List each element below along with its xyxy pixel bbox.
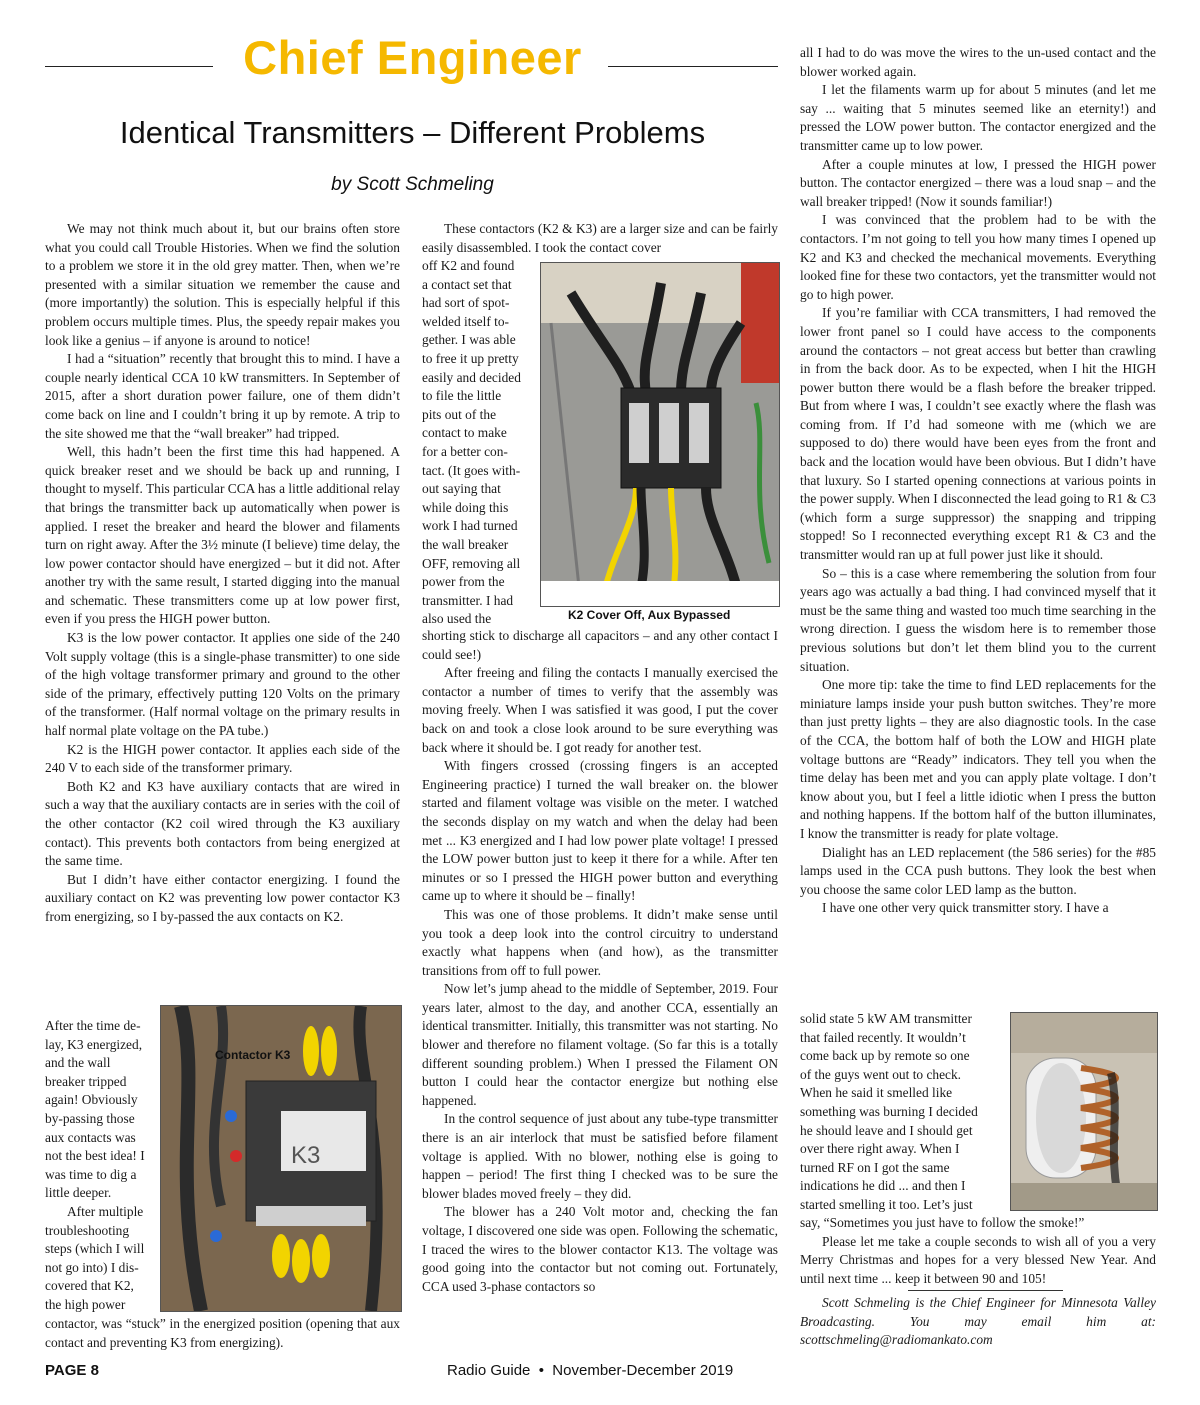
paragraph: One more tip: take the time to find LED replacements for the miniature lamps inside your push button switches. They’re more than just pretty lights – they are also diagnostic tools. In the case of the CCA, the bottom half of both the LOW and HIGH plate voltage buttons are “Ready” indicators. They tell you when the time delay has been met and you can apply plate voltage. I don’t know about you, but I feel a little idiotic when I press the button and nothing happens. If the bottom half of the button illuminates, I know the transmitter is ready for plate voltage. (800, 677, 1156, 841)
paragraph: Well, this hadn’t been the first time this had happened. A quick breaker reset and we should be back up and running, I thought to myself. This particular CCA has a little additional relay that brings the transmitter back up automatically when power is applied. I reset the breaker and heard the blower and filaments turn on right away. After the 3½ minute (I believe) time delay, the low power contactor should have energized – but it did not. After another try with the same result, I started digging into the manual and schematic. These transmitters come up at low power first, even if you press the HIGH power button. (45, 444, 400, 627)
paragraph: I was convinced that the problem had to be with the contactors. I’m not going to tell you how many times I opened up K2 and K3 and checked the mechanical movements. Everything looked fine for these two contactors, yet the transmitter would not go to high power. (800, 212, 1156, 302)
bio-text: Scott Schmeling is the Chief Engineer for Minnesota Valley Broadcasting. You may email him at: scottschmeling@radiomankato.com (800, 1295, 1156, 1348)
header-rule-left (45, 66, 213, 67)
headline: Identical Transmitters – Different Problems (119, 115, 706, 150)
bio-divider (908, 1290, 1063, 1291)
paragraph: shorting stick to discharge all capacitors – and any other contact I could see!) (422, 628, 778, 662)
line: to file the little (422, 388, 502, 404)
line: not go into) I dis- (45, 1259, 139, 1275)
byline: by Scott Schmeling (331, 174, 494, 195)
line: while doing this (422, 499, 509, 515)
paragraph: If you’re familiar with CCA transmitters, I had removed the lower front panel so I could have access to the components around the contactors – not great access but better than crawling in from the back door. As to be expected, when I hit the HIGH power button there would be a flash before the breaker tripped. But from where I was, I couldn’t see exactly where the flash was coming from. If I’d had someone with me (which we are supposed to do) there would have been eyes from the front and back and the location would have been obvious. But I didn’t have that luxury. So I started opening connections at various points in the power supply. When I disconnected the lead going to R1 & C3 (which form a surge suppressor) the snapping and tripping stopped! So I reconnected everything except R1 & C3 and the transmitter would ran up at full power just like it should. (800, 305, 1156, 563)
k3-photo-caption: Contactor K3 (215, 1048, 291, 1062)
paragraph: K3 is the low power contactor. It applies one side of the 240 Volt supply voltage (this is a single-phase transmitter) to one side of the high voltage transformer primary and ground to the other side of the primary, effectively putting 120 Volts on the primary of the transformer. (Half normal voltage on the primary results in half normal plate voltage on the PA tube.) (45, 630, 400, 739)
publication-info: Radio Guide • November-December 2019 (447, 1362, 734, 1379)
line: to free it up pretty (422, 350, 519, 366)
line: power from the (422, 574, 505, 590)
column-1 (45, 220, 400, 927)
paragraph: But I didn’t have either contactor energizing. I found the auxiliary contact on K2 was preventing low power contactor K3 from energizing, so I by-passed the aux contacts on K2. (45, 871, 400, 924)
line: the wall breaker (422, 536, 509, 552)
paragraph: I let the filaments warm up for about 5 minutes (and let me say ... waiting that 5 minutes seemed like an eternity!) and pressed the LOW power button. The contactor energized and the transmitter came up to low power. (800, 82, 1156, 153)
column-2-body (422, 627, 778, 1296)
line: welded itself to- (422, 313, 510, 329)
line: little deeper. (45, 1185, 112, 1201)
line: troubleshooting (45, 1222, 130, 1238)
svg-text:K3: K3 (291, 1142, 321, 1169)
line: again! Obviously (45, 1092, 138, 1108)
line: something was burning I decided (800, 1103, 978, 1119)
line: the high power (45, 1296, 126, 1312)
line: covered that K2, (45, 1278, 134, 1294)
line: easily and decided (422, 369, 521, 385)
line: also used the (422, 611, 492, 627)
page-number: PAGE 8 (45, 1362, 99, 1379)
section-title: Chief Engineer (243, 31, 582, 84)
line: he should leave and I should get (800, 1122, 973, 1138)
paragraph: We may not think much about it, but our brains often store what you could call Trouble Histories. When we find the solution to a problem we store it in the old grey matter. Then, when we’re presented with a similar situation we remember the cause and (more importantly) the solution. This is especially helpful if this problem occurs multiple times. Plus, the speedy repair makes you look like a genius – if anyone is around to notice! (45, 221, 400, 348)
line: When he said it smelled like (800, 1085, 953, 1101)
line: out saying that (422, 481, 501, 497)
line: a contact set that (422, 276, 512, 292)
k2-photo-caption: K2 Cover Off, Aux Bypassed (568, 608, 731, 622)
line: come back up by remote so one (800, 1048, 970, 1064)
line: tact. (It goes with- (422, 462, 521, 478)
line: had sort of spot- (422, 295, 510, 311)
paragraph: In the control sequence of just about any tube-type transmitter there is an air interlock that must be satisfied before filament voltage is applied. With no blower, nothing else is going to happen – period! The first thing I checked was to be sure the blower blades moved freely – they did. (422, 1111, 778, 1201)
paragraph: So – this is a case where remembering the solution from four years ago was actually a bad thing. I had convinced myself that it must be the same thing and wasted too much time searching in the wrong direction. I guess the wisdom here is to remember those previous solutions but don’t let them blind you to the current situation. (800, 565, 1156, 674)
k2-cover-off-photo (540, 262, 780, 607)
line: OFF, removing all (422, 555, 521, 571)
paragraph: These contactors (K2 & K3) are a larger size and can be fairly easily disassembled. I took the contact cover (422, 221, 778, 255)
line: work I had turned (422, 518, 518, 534)
paragraph: This was one of those problems. It didn’t make sense until you took a deep look into the control circuitry to understand exactly what happens when (and how), as the transmitter transitions from off to full power. (422, 906, 778, 978)
line: and the wall (45, 1055, 111, 1071)
line: started smelling it too. Let’s just (800, 1196, 973, 1212)
line: After the time de- (45, 1018, 141, 1033)
paragraph: I had a “situation” recently that brought this to mind. I have a couple nearly identical CCA 10 kW transmitters. In September of 2015, after a short duration power failure, one of them didn’t come back on line and I couldn’t bring it up by remote. A trip to the site showed me that the “wall breaker” had tripped. (45, 351, 400, 441)
paragraph: contactor, was “stuck” in the energized position (opening that aux contact and preventing K3 from energizing). (45, 1316, 400, 1350)
line: contact to make (422, 425, 507, 441)
line: steps (which I will (45, 1241, 145, 1257)
transmitter-coil-photo (1010, 1012, 1158, 1211)
line: turned RF on I got the same (800, 1159, 950, 1175)
paragraph: Now let’s jump ahead to the middle of September, 2019. Four years later, almost to the day, and another CCA, essentially an identical transmitter. Initially, this transmitter was not starting. No blower and therefore no filament voltage. (So far this is a totally different sounding problem.) When I pressed the Filament ON button I could hear the contactor energize but nothing else happened. (422, 981, 778, 1108)
line: off K2 and found (422, 258, 515, 273)
paragraph: After a couple minutes at low, I pressed the HIGH power button. The contactor energized – there was a loud snap – and the wall breaker tripped! (Now it sounds familiar!) (800, 156, 1156, 209)
column-3-tail (800, 1214, 1156, 1288)
line: was time to dig a (45, 1166, 137, 1182)
line: over there right away. When I (800, 1141, 960, 1157)
line: aux contacts was (45, 1129, 136, 1145)
line: lay, K3 energized, (45, 1036, 143, 1052)
line: for a better con- (422, 443, 508, 459)
column-2-wrap-text (422, 257, 532, 629)
line: of the guys went out to check. (800, 1066, 962, 1082)
column-2-top (422, 220, 778, 257)
column-3 (800, 44, 1156, 918)
line: not the best idea! I (45, 1148, 145, 1164)
line: by-passing those (45, 1110, 135, 1126)
column-3-wrap-text (800, 1010, 1000, 1215)
header-rule-right (608, 66, 778, 67)
paragraph: With fingers crossed (crossing fingers is an accepted Engineering practice) I turned the wall breaker on. the blower started and filament voltage was visible on the meter. I watched the seconds display on my watch and when the delay had been met ... K3 energized and I had low power plate voltage! I pressed the LOW power button just to keep it there for a while. After ten minutes or so I pressed the HIGH power button and everything came up to where it should be – finally! (422, 758, 778, 904)
line: transmitter. I had (422, 592, 514, 608)
column-1-wrap-text (45, 1017, 155, 1315)
line: pits out of the (422, 406, 497, 422)
line: breaker tripped (45, 1073, 127, 1089)
line: solid state 5 kW AM transmitter (800, 1011, 972, 1026)
paragraph: say, “Sometimes you just have to follow the smoke!” (800, 1215, 1085, 1230)
line: that failed recently. It wouldn’t (800, 1029, 966, 1045)
line: indications he did ... and then I (800, 1178, 966, 1194)
paragraph: I have one other very quick transmitter story. I have a (822, 900, 1109, 916)
paragraph: The blower has a 240 Volt motor and, checking the fan voltage, I discovered one side was open. Following the schematic, I traced the wires to the blower contactor K13. The voltage was good going into the contactor but not coming out. Fortunately, CCA used 3-phase contactors so (422, 1204, 778, 1294)
paragraph: Please let me take a couple seconds to wish all of you a very Merry Christmas and hopes for a very blessed New Year. And until next time ... keep it between 90 and 105! (800, 1233, 1156, 1286)
author-bio (800, 1294, 1156, 1350)
paragraph: Dialight has an LED replacement (the 586 series) for the #85 lamps used in the CCA push buttons. They look the best when you choose the same color LED lamp as the button. (800, 844, 1156, 897)
line: After multiple (67, 1203, 144, 1219)
paragraph: Both K2 and K3 have auxiliary contacts that are wired in such a way that the auxiliary contacts are in series with the coil of the other contactor (K2 coil wired through the K3 auxiliary contact). This prevents both contactors from being energized at the same time. (45, 778, 400, 869)
column-1-tail (45, 1315, 400, 1352)
paragraph: K2 is the HIGH power contactor. It applies each side of the 240 V to each side of the transformer primary. (45, 741, 400, 776)
paragraph: After freeing and filing the contacts I manually exercised the contactor a number of times to verify that the assembly was moving freely. When I was satisfied it was good, I put the cover back on and took a close look around to be sure everything was back where it should be. I got ready for another test. (422, 665, 778, 755)
line: gether. I was able (422, 332, 516, 348)
paragraph: all I had to do was move the wires to the un-used contact and the blower worked again. (800, 45, 1156, 79)
